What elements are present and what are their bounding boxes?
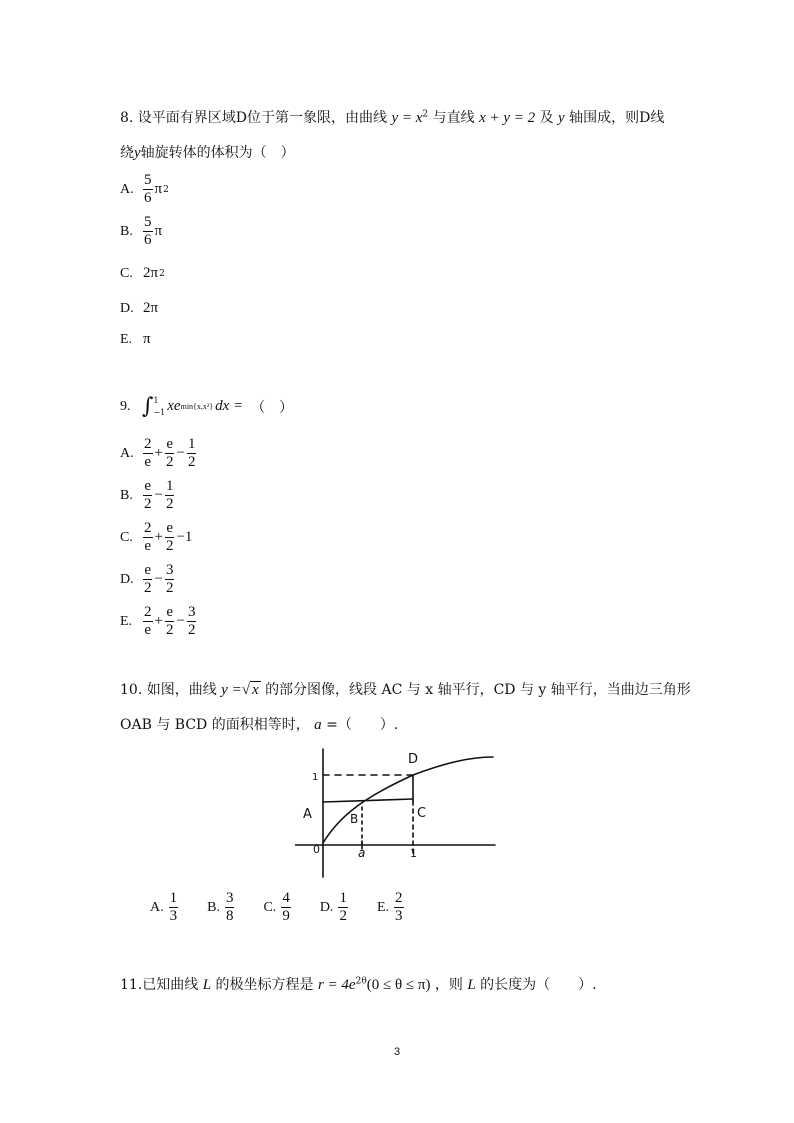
integral-sign: ∫ [142, 394, 154, 419]
q11-stem: 11.已知曲线 L 的极坐标方程是 $r = 4e^{2\theta}(0 \le \theta \le \pi)$ ，则 L 的长度为（ ）. [120, 976, 597, 993]
q9-option-d: D. $\frac{e}{2}$ − $\frac{3}{2}$ [120, 562, 174, 596]
q9-option-b: B. $\frac{e}{2}$ − $\frac{1}{2}$ [120, 478, 174, 512]
q10-option-b: B. $\frac{3}{8}$ [207, 890, 234, 924]
q10-option-d: D. $\frac{1}{2}$ [319, 890, 347, 924]
label-1-y: 1 [312, 772, 319, 783]
q8-option-c: C. 2π 2 [120, 265, 165, 281]
q9-option-a: A. $\frac{2}{e}$ + $\frac{e}{2}$ − $\frac{1}{2}$ [120, 436, 196, 470]
q8-line2: 绕y轴旋转体的体积为（ ） [120, 145, 295, 161]
label-b: B [350, 812, 359, 826]
q8-line1: 8. 设平面有界区域D位于第一象限，由曲线 $y = x^2$ 与直线 x + y = 2 及 y 轴围成，则D线 [120, 109, 665, 126]
sqrt-curve [323, 757, 493, 843]
q8-option-d: D. 2π [120, 300, 159, 316]
q10-option-a: A. $\frac{1}{3}$ [150, 890, 178, 924]
q9-option-c: C. $\frac{2}{e}$ + $\frac{e}{2}$ −1 [120, 520, 193, 554]
q8-option-e: E. π [120, 331, 151, 347]
q10-line1: 10. 如图，曲线 y =√ x 的部分图像，线段 AC 与 x 轴平行，CD 与 y 轴平行，当曲边三角形 [120, 682, 691, 698]
q9-stem: 9. ∫ 1 −1 xe min{x,x²} dx = （ ） [120, 394, 294, 419]
q8-option-b: B. $\frac{5}{6}$ π [120, 214, 163, 248]
q10-line2: OAB 与 BCD 的面积相等时， a =（ ）. [120, 717, 399, 733]
q10-option-c: C. $\frac{4}{9}$ [263, 890, 290, 924]
label-o: 0 [313, 843, 320, 856]
page-number: 3 [393, 1046, 401, 1058]
label-d: D [408, 752, 419, 767]
label-1-x: 1 [410, 847, 417, 860]
label-a: A [303, 807, 312, 822]
q10-options [150, 890, 433, 925]
label-a-tick: a [358, 846, 366, 860]
q8-option-a: A. $\frac{5}{6}$ π 2 [120, 172, 169, 206]
q10-figure [295, 745, 500, 883]
label-c: C [417, 806, 427, 821]
q10-option-e: E. $\frac{2}{3}$ [376, 890, 403, 924]
q9-option-e: E. $\frac{2}{e}$ + $\frac{e}{2}$ − $\frac{3}{2}$ [120, 604, 196, 638]
